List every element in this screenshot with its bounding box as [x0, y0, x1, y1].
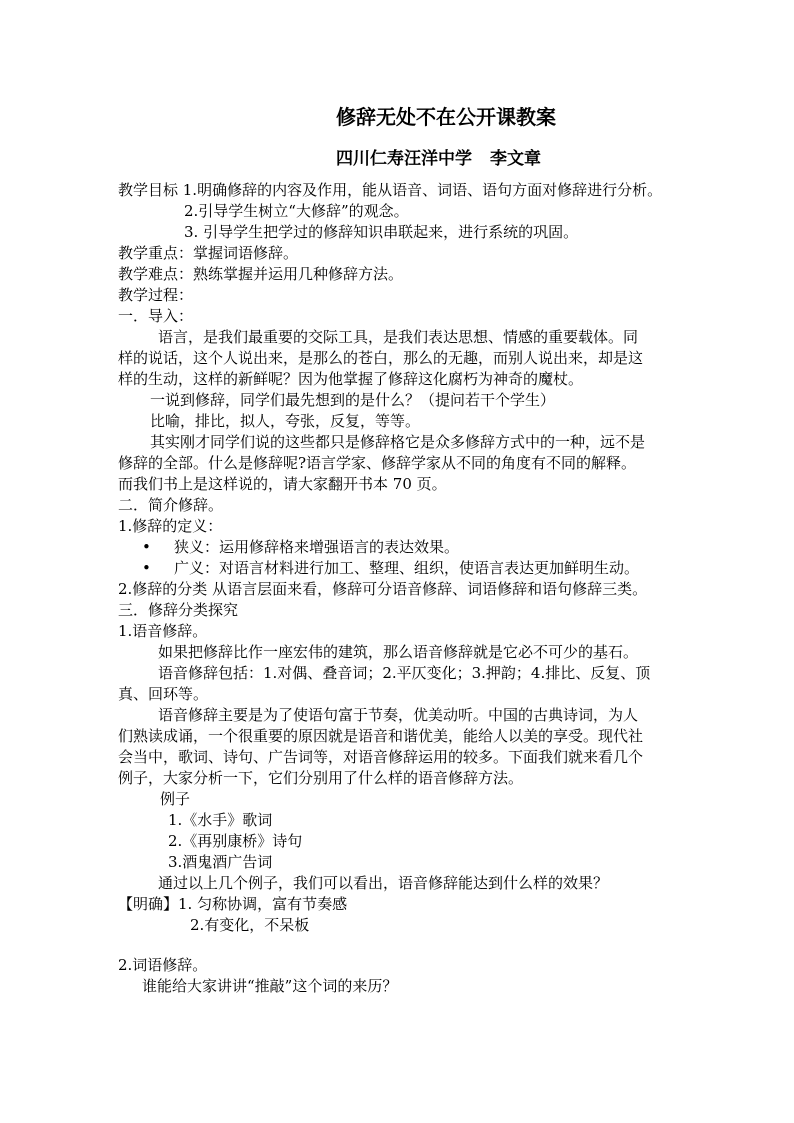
definition-broad-text: 广义：对语言材料进行加工、整理、组织，使语言表达更加鲜明生动。	[174, 559, 640, 577]
bullet-icon: •	[142, 559, 151, 577]
sub-heading-lexical: 2.词语修辞。	[118, 956, 208, 974]
lexical-question: 谁能给大家讲讲“推敲”这个词的来历？	[142, 977, 398, 995]
answer-line: 2.有变化，不呆板	[190, 916, 310, 934]
section-3-heading: 三．修辞分类探究	[118, 601, 239, 619]
document-title: 修辞无处不在公开课教案	[336, 105, 556, 129]
example-item: 3.酒鬼酒广告词	[168, 853, 273, 871]
phonetic-para-line: 语音修辞包括：1.对偶、叠音词；2.平仄变化；3.押韵；4.排比、反复、顶	[158, 664, 651, 682]
phonetic-para-line: 们熟读成诵，一个很重要的原因就是语音和谐优美，能给人以美的享受。现代社	[118, 727, 644, 745]
phonetic-para-line: 真、回环等。	[118, 685, 209, 703]
phonetic-para-line: 会当中，歌词、诗句、广告词等，对语音修辞运用的较多。下面我们就来看几个	[118, 748, 644, 766]
intro-answers: 比喻，排比，拟人，夸张，反复，等等。	[150, 412, 421, 430]
author-school: 四川仁寿汪洋中学	[336, 149, 472, 169]
definition-narrow	[142, 537, 459, 557]
teaching-goal-2: 2.引导学生树立“大修辞”的观念。	[184, 202, 409, 220]
intro-para-line: 而我们书上是这样说的，请大家翻开书本 70 页。	[118, 475, 447, 493]
intro-para-line: 修辞的全部。什么是修辞呢?语言学家、修辞学家从不同的角度有不同的解释。	[118, 454, 637, 472]
intro-para-line: 其实刚才同学们说的这些都只是修辞格它是众多修辞方式中的一种，远不是	[150, 433, 646, 451]
classification: 2.修辞的分类 从语言层面来看，修辞可分语音修辞、词语修辞和语句修辞三类。	[118, 580, 648, 598]
process-label: 教学过程：	[118, 286, 194, 304]
sub-heading-phonetic: 1.语音修辞。	[118, 622, 208, 640]
example-item: 2.《再别康桥》诗句	[168, 832, 303, 850]
author-name: 李文章	[490, 149, 541, 169]
teaching-goal-3: 3. 引导学生把学过的修辞知识串联起来，进行系统的巩固。	[184, 223, 579, 241]
intro-question: 一说到修辞，同学们最先想到的是什么？（提问若干个学生）	[150, 391, 556, 409]
intro-para-line: 样的生动，这样的新鲜呢？因为他掌握了修辞这化腐朽为神奇的魔杖。	[118, 370, 584, 388]
answer-line: 【明确】1. 匀称协调，富有节奏感	[118, 895, 348, 913]
definition-label: 1.修辞的定义：	[118, 517, 223, 535]
definition-broad	[142, 558, 639, 578]
phonetic-para-line: 如果把修辞比作一座宏伟的建筑，那么语音修辞就是它必不可少的基石。	[158, 643, 639, 661]
author-line	[336, 148, 559, 170]
section-2-heading: 二．简介修辞。	[118, 496, 224, 514]
difficulty: 教学难点：熟练掌握并运用几种修辞方法。	[118, 265, 404, 283]
teaching-goal-1: 教学目标 1.明确修辞的内容及作用，能从语音、词语、语句方面对修辞进行分析。	[118, 181, 663, 199]
definition-narrow-text: 狭义：运用修辞格来增强语言的表达效果。	[174, 538, 460, 556]
intro-para-line: 语言，是我们最重要的交际工具，是我们表达思想、情感的重要载体。同	[158, 328, 639, 346]
effect-question: 通过以上几个例子，我们可以看出，语音修辞能达到什么样的效果？	[158, 874, 609, 892]
bullet-icon: •	[142, 538, 151, 556]
phonetic-para-line: 例子，大家分析一下，它们分别用了什么样的语音修辞方法。	[118, 769, 524, 787]
example-item: 1.《水手》歌词	[168, 811, 273, 829]
section-1-heading: 一．导入：	[118, 307, 194, 325]
intro-para-line: 样的说话，这个人说出来，是那么的苍白，那么的无趣，而别人说出来，却是这	[118, 349, 644, 367]
phonetic-para-line: 语音修辞主要是为了使语句富于节奏，优美动听。中国的古典诗词，为人	[158, 706, 639, 724]
example-label: 例子	[160, 790, 191, 808]
key-point: 教学重点：掌握词语修辞。	[118, 244, 299, 262]
